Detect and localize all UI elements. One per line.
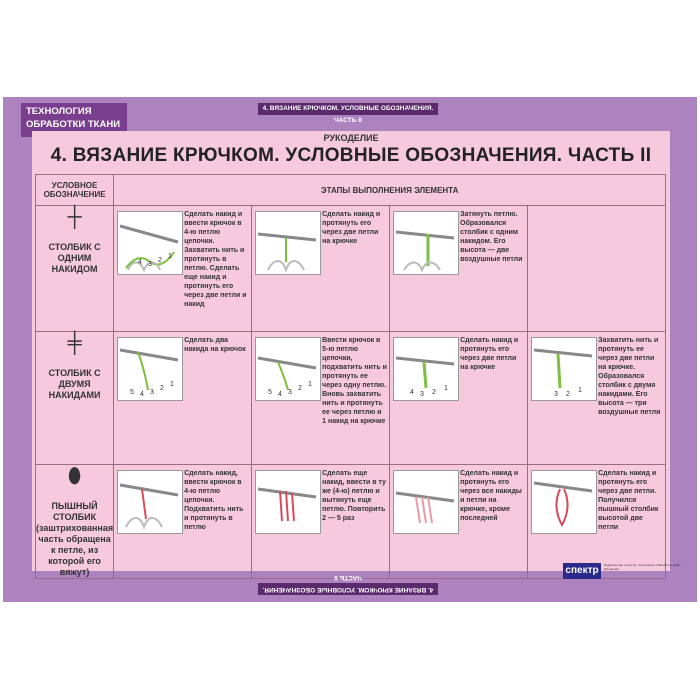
symbol-column-header: УСЛОВНОЕ ОБОЗНАЧЕНИЕ bbox=[36, 175, 114, 206]
hook-illustration bbox=[117, 470, 183, 534]
step-number: 1 bbox=[170, 381, 175, 388]
hook-illustration bbox=[531, 337, 597, 401]
step-number: 1 bbox=[578, 387, 583, 394]
poster-sheet bbox=[32, 131, 670, 577]
publisher-note: Издательство «Спектр». Технология. Обработка ткани. Рукоделие bbox=[604, 563, 681, 571]
step-number: 3 bbox=[288, 389, 293, 396]
single-crochet-symbol-icon: ┼ bbox=[67, 206, 82, 228]
hook-illustration bbox=[393, 337, 459, 401]
hook-illustration bbox=[393, 470, 459, 534]
step-number: 2 bbox=[158, 257, 163, 264]
stage-description: Захватить нить и протянуть ее через две петли на крючке. Образовался столбик с двумя накидами. Его высота — три воздушные петли bbox=[598, 337, 661, 416]
stage-description: Сделать два накида на крючок bbox=[184, 337, 246, 353]
puff-stitch-symbol-icon: ⬮ bbox=[68, 465, 81, 487]
stage-description: Сделать накид и протянуть его через все накиды и петли на крючке, кроме последней bbox=[460, 470, 522, 522]
stage-description: Сделать накид и ввести крючок в 4-ю петлю цепочки. Захватить нить и протянуть в петлю. Сделать еще накид и протянуть его через две петли и накид bbox=[184, 211, 247, 308]
stitch-table bbox=[35, 174, 666, 579]
step-number: 1 bbox=[308, 381, 313, 388]
publisher-logo: спектр bbox=[563, 563, 601, 579]
empty-stage-cell bbox=[528, 206, 666, 332]
stage-description: Сделать еще накид, ввести в ту же (4-ю) петлю и вытянуть еще петлю. Повторить 2 — 5 раз bbox=[322, 470, 387, 522]
hook-illustration bbox=[117, 211, 183, 275]
step-number: 4 bbox=[138, 259, 143, 266]
step-number: 4 bbox=[278, 391, 283, 398]
row-label: СТОЛБИК С ОДНИМ НАКИДОМ bbox=[48, 242, 101, 274]
step-number: 2 bbox=[432, 389, 437, 396]
step-number: 3 bbox=[150, 389, 155, 396]
top-strip: 4. ВЯЗАНИЕ КРЮЧКОМ. УСЛОВНЫЕ ОБОЗНАЧЕНИЯ. ЧАСТЬ II bbox=[258, 103, 438, 115]
hook-illustration bbox=[117, 337, 183, 401]
row-label-cell bbox=[36, 206, 114, 332]
row-label-cell bbox=[36, 465, 114, 579]
step-number: 5 bbox=[130, 389, 135, 396]
step-number: 2 bbox=[298, 385, 303, 392]
subject-tag: ТЕХНОЛОГИЯ ОБРАБОТКИ ТКАНИ bbox=[21, 103, 127, 137]
hook-illustration bbox=[393, 211, 459, 275]
step-number: 3 bbox=[148, 261, 153, 268]
row-label: ПЫШНЫЙ СТОЛБИК (заштрихованная часть обращена к петле, из которой его вяжут) bbox=[36, 501, 114, 577]
step-number: 1 bbox=[444, 385, 449, 392]
double-crochet-symbol-icon: ╪ bbox=[67, 332, 82, 354]
step-number: 2 bbox=[566, 391, 571, 398]
step-number: 1 bbox=[168, 253, 173, 260]
step-number: 4 bbox=[410, 389, 415, 396]
step-number: 3 bbox=[420, 391, 425, 398]
row-label: СТОЛБИК С ДВУМЯ НАКИДАМИ bbox=[48, 368, 101, 400]
stage-description: Сделать накид, ввести крючок в 4-ю петлю цепочки. Подхватить нить и протянуть в петлю bbox=[184, 470, 244, 531]
step-number: 2 bbox=[160, 385, 165, 392]
stage-description: Сделать накид и протянуть его через две петли. Получился пышный столбик высотой две петли bbox=[598, 470, 659, 531]
step-number: 4 bbox=[140, 391, 145, 398]
row-label-cell bbox=[36, 332, 114, 465]
hook-illustration bbox=[255, 211, 321, 275]
stages-column-header: ЭТАПЫ ВЫПОЛНЕНИЯ ЭЛЕМЕНТА bbox=[114, 175, 666, 206]
step-number: 3 bbox=[554, 391, 559, 398]
step-number: 5 bbox=[268, 389, 273, 396]
hook-illustration bbox=[255, 337, 321, 401]
hook-illustration bbox=[255, 470, 321, 534]
stage-description: Ввести крючок в 5-ю петлю цепочки, подхватить нить и протянуть ее через одну петлю. Вновь захватить нить и протянуть ее через петлю и 1 накид на крючке bbox=[322, 337, 387, 425]
stage-description: Сделать накид и протянуть его через две петли на крючке bbox=[460, 337, 519, 371]
page-title: 4. ВЯЗАНИЕ КРЮЧКОМ. УСЛОВНЫЕ ОБОЗНАЧЕНИЯ. ЧАСТЬ II bbox=[50, 145, 652, 166]
stage-description: Затянуть петлю. Образовался столбик с одним накидом. Его высота — две воздушные петли bbox=[460, 211, 523, 263]
stage-description: Сделать накид и протянуть его через две петли на крючке bbox=[322, 211, 381, 245]
bottom-strip: 4. ВЯЗАНИЕ КРЮЧКОМ. УСЛОВНЫЕ ОБОЗНАЧЕНИЯ. ЧАСТЬ II bbox=[258, 583, 438, 595]
hook-illustration bbox=[531, 470, 597, 534]
kicker: РУКОДЕЛИЕ bbox=[323, 133, 379, 143]
